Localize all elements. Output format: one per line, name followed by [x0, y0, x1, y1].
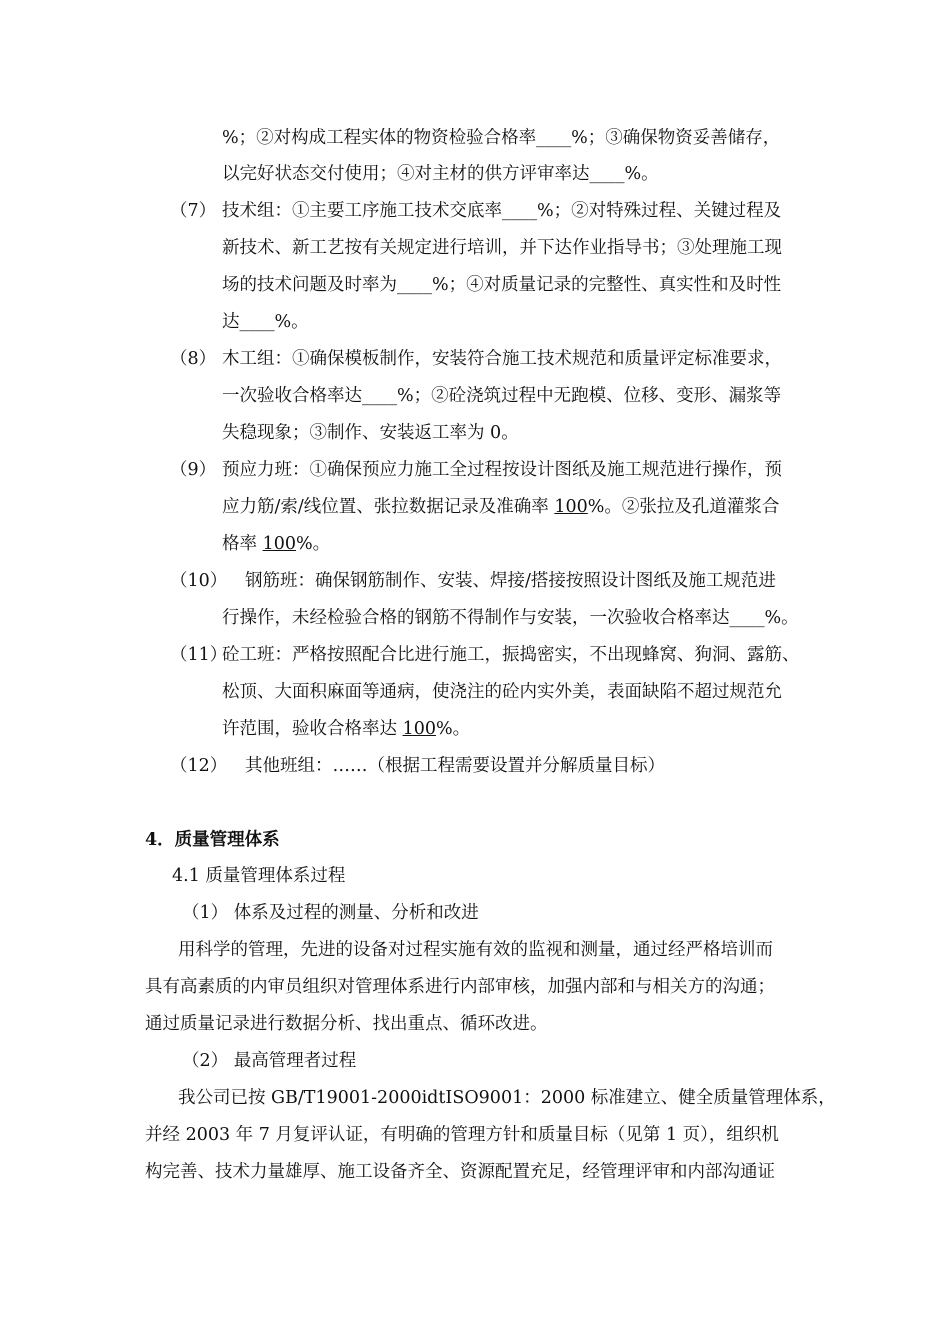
text-line [222, 496, 779, 518]
underlined-value: 100 [554, 497, 588, 517]
item-number: （9） [170, 460, 217, 480]
text-line: 我公司已按 GB/T19001-2000idtISO9001：2000 标准建立、健全质量管理体系， [178, 1088, 836, 1108]
text-line: 一次验收合格率达____%；②砼浇筑过程中无跑模、位移、变形、漏浆等 [222, 386, 782, 406]
text-line: 达____%。 [222, 312, 309, 332]
text-line: 钢筋班：确保钢筋制作、安装、焊接/搭接按照设计图纸及施工规范进 [245, 571, 776, 591]
underlined-value: 100 [402, 719, 436, 739]
text-line: 预应力班：①确保预应力施工全过程按设计图纸及施工规范进行操作，预 [222, 460, 782, 480]
text-line: 砼工班：严格按照配合比进行施工，振捣密实，不出现蜂窝、狗洞、露筋、 [222, 645, 800, 665]
text-line [222, 718, 470, 740]
text-line: 其他班组：……（根据工程需要设置并分解质量目标） [245, 756, 665, 776]
text-span: %。 [435, 719, 471, 739]
text-span: 许范围，验收合格率达 [222, 719, 403, 739]
text-line: 木工组：①确保模板制作，安装符合施工技术规范和质量评定标准要求， [222, 349, 782, 369]
text-line: 行操作，未经检验合格的钢筋不得制作与安装，一次验收合格率达____%。 [222, 608, 799, 628]
text-line: 失稳现象；③制作、安装返工率为 0。 [222, 423, 519, 443]
item-number: （7） [170, 201, 217, 221]
item-number: （8） [170, 349, 217, 369]
text-line: 并经 2003 年 7 月复评认证，有明确的管理方针和质量目标（见第 1 页），组织机 [145, 1125, 779, 1145]
item-number: （10） [170, 571, 228, 591]
text-span: %。 [295, 534, 331, 554]
text-line: 具有高素质的内审员组织对管理体系进行内部审核，加强内部和与相关方的沟通； [145, 977, 775, 997]
text-span: 应力筋/索/线位置、张拉数据记录及准确率 [222, 497, 555, 517]
text-span: 格率 [222, 534, 263, 554]
text-line: 松顶、大面积麻面等通病，使浇注的砼内实外美，表面缺陷不超过规范允 [222, 682, 782, 702]
text-line: 新技术、新工艺按有关规定进行培训，并下达作业指导书；③处理施工现 [222, 238, 782, 258]
subsection-heading: 4.1 质量管理体系过程 [172, 866, 346, 886]
text-line: %；②对构成工程实体的物资检验合格率____%；③确保物资妥善储存， [222, 128, 781, 148]
text-line: 技术组：①主要工序施工技术交底率____%；②对特殊过程、关键过程及 [222, 201, 782, 221]
text-line: 通过质量记录进行数据分析、找出重点、循环改进。 [145, 1014, 548, 1034]
paragraph-heading: （1） 体系及过程的测量、分析和改进 [182, 903, 479, 923]
paragraph-heading: （2） 最高管理者过程 [182, 1051, 357, 1071]
text-line: 以完好状态交付使用；④对主材的供方评审率达____%。 [222, 164, 659, 184]
section-heading: 4．质量管理体系 [145, 830, 280, 850]
text-line: 构完善、技术力量雄厚、施工设备齐全、资源配置充足，经管理评审和内部沟通证 [145, 1162, 775, 1182]
text-span: %。②张拉及孔道灌浆合 [587, 497, 780, 517]
underlined-value: 100 [262, 534, 296, 554]
item-number: （11） [170, 645, 228, 665]
text-line: 场的技术问题及时率为____%；④对质量记录的完整性、真实性和及时性 [222, 275, 782, 295]
text-line: 用科学的管理，先进的设备对过程实施有效的监视和测量，通过经严格培训而 [178, 940, 773, 960]
text-line [222, 533, 330, 555]
item-number: （12） [170, 756, 228, 776]
